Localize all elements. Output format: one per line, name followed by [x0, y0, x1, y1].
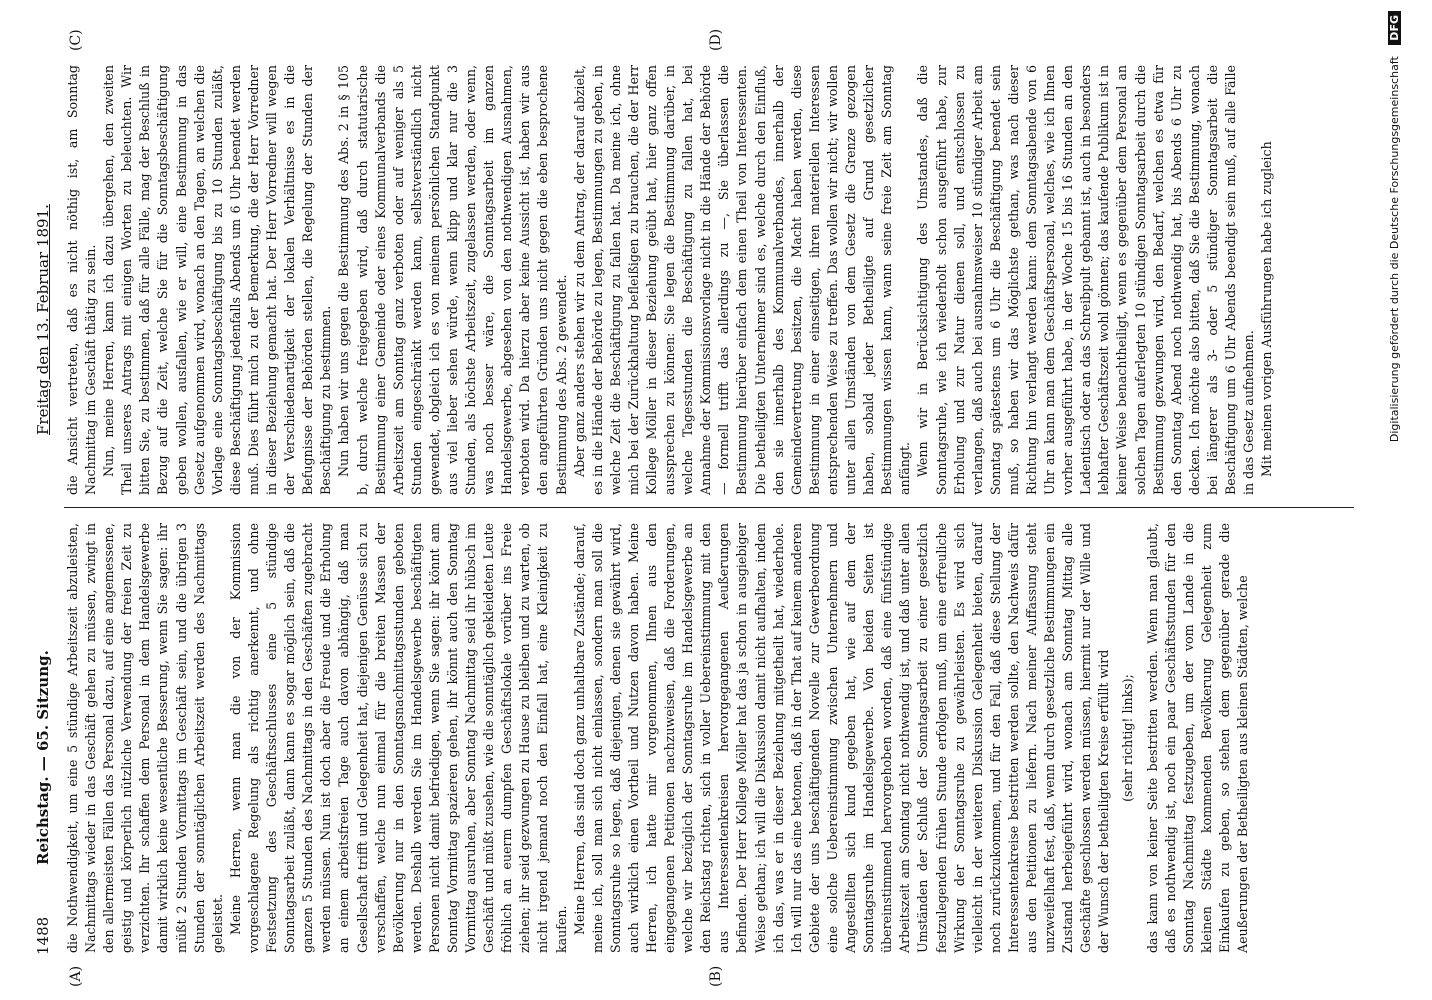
- margin-marker-a: (A): [68, 965, 84, 987]
- paragraph: Wenn wir in Berücksichtigung des Umstandes, daß die Sonntagsruhe, wie ich wiederholt schon ausgeführt habe, zur Erholung und zur Natur dienen soll, und entschlossen zu verlangen, daß auch bei ausnahmsweiser 10 stündiger Arbeit am Sonntag spätestens um 6 Uhr die Beschäftigung beendet sein muß, so haben wir das Möglichste gethan, was nach dieser Richtung hin verlangt werden kann: dem Sonntagsabende von 6 Uhr an kann man dem Geschäftspersonal, welches, wie ich Ihnen vorher ausgeführt habe, in der Woche 15 bis 16 Stunden an den Ladentisch oder an das Schreibpult gebannt ist, auch in besonders lebhafter Geschäftszeit wohl gönnen; das kaufende Publikum ist in keiner Weise benachtheiligt, wenn es gegenüber dem Personal an solchen Tagen auferlegten 10 stündigen Sonntagsarbeit durch die Bestimmung gezwungen wird, den Bedarf, welchen es etwa für den Sonntag Abend noch nothwendig hat, bis Abends 6 Uhr zu decken. Ich möchte also bitten, daß Sie die Bestimmung, wonach bei längerer als 3- oder 5 stündiger Sonntagsarbeit die Beschäftigung um 6 Uhr Abends beendigt sein muß, auf alle Fälle in das Gesetz aufnehmen.: [915, 65, 1257, 495]
- margin-marker-b: (B): [708, 965, 724, 987]
- credit-text: Digitalisierung gefördert durch die Deutsche Forschungsgemeinschaft: [1388, 56, 1401, 443]
- header-left-title: Reichstag. — 65. Sitzung.: [34, 650, 52, 865]
- page-number: 1488: [34, 916, 52, 955]
- header-right-title: Freitag den 13. Februar 1891.: [34, 204, 52, 435]
- margin-marker-c: (C): [68, 29, 84, 51]
- page-header: [32, 35, 56, 955]
- margin-marker-d: (D): [708, 28, 724, 51]
- paragraph: das kann von keiner Seite bestritten werden. Wenn man glaubt, daß es nothwendig ist, noch ein paar Geschäftsstunden für den Sonntag Nachmittag festzugeben, um der vom Lande in die kleinen Städte kommenden Bevölkerung Gelegenheit zum Einkaufen zu geben, so stehen dem gegenüber gerade die Aeußerungen der Betheiligten aus kleinen Städten, welche: [1144, 523, 1250, 953]
- paragraph: Meine Herren, das sind doch ganz unhaltbare Zustände; darauf, meine ich, soll man sich nicht einlassen, sondern man soll die Sonntagsruhe so legen, daß diejenigen, denen sie gewährt wird, auch wirklich einen Vortheil und Nutzen davon haben. Meine Herren, ich hatte mir vorgenommen, Ihnen aus den eingegangenen Petitionen nachzuweisen, daß die Forderungen, welche wir bezüglich der Sonntagsruhe im Handelsgewerbe an den Reichstag richten, sich in voller Uebereinstimmung mit den aus Interessentenkreisen hervorgegangenen Aeußerungen befinden. Der Herr Kollege Möller hat das ja schon in ausgiebiger Weise gethan; ich will die Diskussion damit nicht aufhalten, indem ich das, was er in dieser Beziehung mitgetheilt hat, wiederhole. Ich will nur das eine betonen, daß in der That auf keinem anderen Gebiete der uns beschäftigenden Novelle zur Gewerbeordnung eine solche Uebereinstimmung zwischen Unternehmern und Angestellten sich kund gegeben hat, wie auf dem der Sonntagsruhe im Handelsgewerbe. Von beiden Seiten ist übereinstimmend hervorgehoben worden, daß eine fünfstündige Arbeitszeit am Sonntag nicht nothwendig ist, und daß unter allen Umständen der Schluß der Sonntagsarbeit zu einer gesetzlich festzulegenden frühen Stunde erfolgen muß, um eine erfreuliche Wirkung der Sonntagsruhe zu gewährleisten. Es wird sich vielleicht in der weiteren Diskussion Gelegenheit bieten, darauf noch zurückzukommen, und für den Fall, daß diese Stellung der Interessentenkreise bestritten werden sollte, den Nachweis dafür aus den Petitionen zu liefern. Nach meiner Auffassung steht unzweifelhaft fest, daß, wenn durch gesetzliche Bestimmungen ein Zustand herbeigeführt wird, wonach am Sonntag Mittag alle Geschäfte geschlossen werden müssen, hiermit nur der Wille und der Wunsch der betheiligten Kreise erfüllt wird: [571, 523, 1112, 953]
- paragraph: Meine Herren, wenn man die von der Kommission vorgeschlagene Regelung als richtig anerkennt, und ohne Festsetzung des Geschäftsschlusses eine 5 stündige Sonntagsarbeit zuläßt, dann kann es sogar möglich sein, daß die ganzen 5 Stunden des Nachmittags in den Geschäften zugebracht werden müssen. Nun ist doch aber die Freude und die Erholung an einem arbeitsfreien Tage auch davon abhängig, daß man Gesellschaft trifft und Gelegenheit hat, diejenigen Genüsse sich zu verschaffen, welche nun einmal für die breiten Massen der Bevölkerung nur in den Sonntagsnachmittagsstunden geboten werden. Deshalb werden Sie im Handelsgewerbe beschäftigten Personen nicht damit befriedigen, wenn Sie sagen: ihr könnt am Sonntag Vormittag spazieren gehen, ihr könnt auch den Sonntag Vormittag ausruhen, aber Sonntag Nachmittag seid ihr hübsch im Geschäft und müßt zusehen, wie die sonntäglich gekleideten Leute fröhlich an euerm dumpfen Geschäftslokale vorüber ins Freie ziehen; ihr seid gezwungen zu Hause zu bleiben und zu warten, ob nicht irgend jemand noch den Einfall hat, eine Kleinigkeit zu kaufen.: [227, 523, 569, 953]
- paragraph: die Ansicht vertreten, daß es nicht nöthig ist, am Sonntag Nachmittag im Geschäft thätig zu sein.: [65, 65, 99, 495]
- dfg-logo: DFG: [1388, 11, 1401, 45]
- digitization-credit: [1388, 11, 1406, 991]
- paragraph: Aber ganz anders stehen wir zu dem Antrag, der darauf abzielt, es in die Hände der Behörde zu legen, Bestimmungen zu geben, in welche Zeit die Beschäftigung zu fallen hat. Da meine ich, ohne mich bei der Zurückhaltung befleißigen zu brauchen, die der Herr Kollege Möller in dieser Beziehung geübt hat, hier ganz offen aussprechen zu können: Sie legen die Bestimmung darüber, in welche Tagesstunden die Beschäftigung zu fallen hat, bei Annahme der Kommissionsvorlage nicht in die Hände der Behörde — formell trifft das allerdings zu —, Sie überlassen die Bestimmung hierüber einfach dem einen Theil von Interessenten. Die betheiligten Unternehmer sind es, welche durch den Einfluß, den sie innerhalb des Kommunalverbandes, innerhalb der Gemeindevertretung besitzen, die Macht haben werden, diese Bestimmung in einer einseitigen, ihren materiellen Interessen entsprechenden Weise zu treffen. Das wollen wir nicht; wir wollen unter allen Umständen von dem Gesetz die Grenze gezogen haben, sobald jeder Betheiligte auf Grund gesetzlicher Bestimmungen wissen kann, wann seine freie Zeit am Sonntag anfängt.: [571, 65, 913, 495]
- left-text-column: [64, 523, 1364, 953]
- right-text-column: [64, 65, 1364, 495]
- paragraph: Nun haben wir uns gegen die Bestimmung des Abs. 2 in § 105 b, durch welche freigegeben wird, daß durch statutarische Bestimmung einer Gemeinde oder eines Kommunalverbands die Arbeitszeit am Sonntag ganz verboten oder auf weniger als 5 Stunden eingeschränkt werden kann, selbstverständlich nicht gewendet, obgleich ich es von meinem persönlichen Standpunkt aus viel lieber sehen würde, wenn klipp und klar nur die 3 Stunden, als höchste Arbeitszeit, zugelassen werden, oder wenn, was noch besser wäre, die Sonntagsarbeit im ganzen Handelsgewerbe, abgesehen von den nothwendigen Ausnahmen, verboten wird. Da hierzu aber keine Aussicht ist, haben wir aus den angeführten Gründen uns nicht gegen die eben besprochene Bestimmung des Abs. 2 gewendet.: [336, 65, 569, 495]
- paragraph: Nun, meine Herren, kann ich dazu übergehen, den zweiten Theil unseres Antrags mit einigen Worten zu beleuchten. Wir bitten Sie, zu bestimmen, daß für alle Fälle, mag der Beschluß in Bezug auf die Zeit, welche Sie für die Sonntagsbeschäftigung geben wollen, ausfallen, wie er will, eine Bestimmung in das Gesetz aufgenommen wird, wonach an den Tagen, an welchen die Vorlage eine Sonntagsbeschäftigung bis zu 10 Stunden zuläßt, diese Beschäftigung jedenfalls Abends um 6 Uhr beendet werden muß. Dies führt mich zu der Bemerkung, die der Herr Vorredner in dieser Beziehung gemacht hat. Der Herr Vorredner will wegen der Verschiedenartigkeit der lokalen Verhältnisse es in die Befugnisse der Behörden stellen, die Regelung der Stunden der Beschäftigung zu bestimmen.: [101, 65, 334, 495]
- interjection: (sehr richtig! links);: [1120, 674, 1136, 802]
- rotated-scan-page: [18, 5, 1418, 995]
- paragraph: Mit meinen vorigen Ausführungen habe ich zugleich: [1259, 141, 1275, 477]
- paragraph: die Nothwendigkeit, um eine 5 stündige Arbeitszeit abzuleisten, Nachmittags wieder in das Geschäft gehen zu müssen, zwingt in den allermeisten Fällen das Personal dazu, auf eine angemessene, geistig und körperlich nützliche Verwendung der freien Zeit zu verzichten. Ihr schaffen dem Personal in dem Handelsgewerbe damit wirklich keine wesentliche Besserung, wenn Sie sagen: ihr müßt 2 Stunden Vormittags im Geschäft sein, und die übrigen 3 Stunden der sonntäglichen Arbeitszeit werden des Nachmittags geleistet.: [65, 523, 225, 953]
- column-divider: [64, 507, 1354, 508]
